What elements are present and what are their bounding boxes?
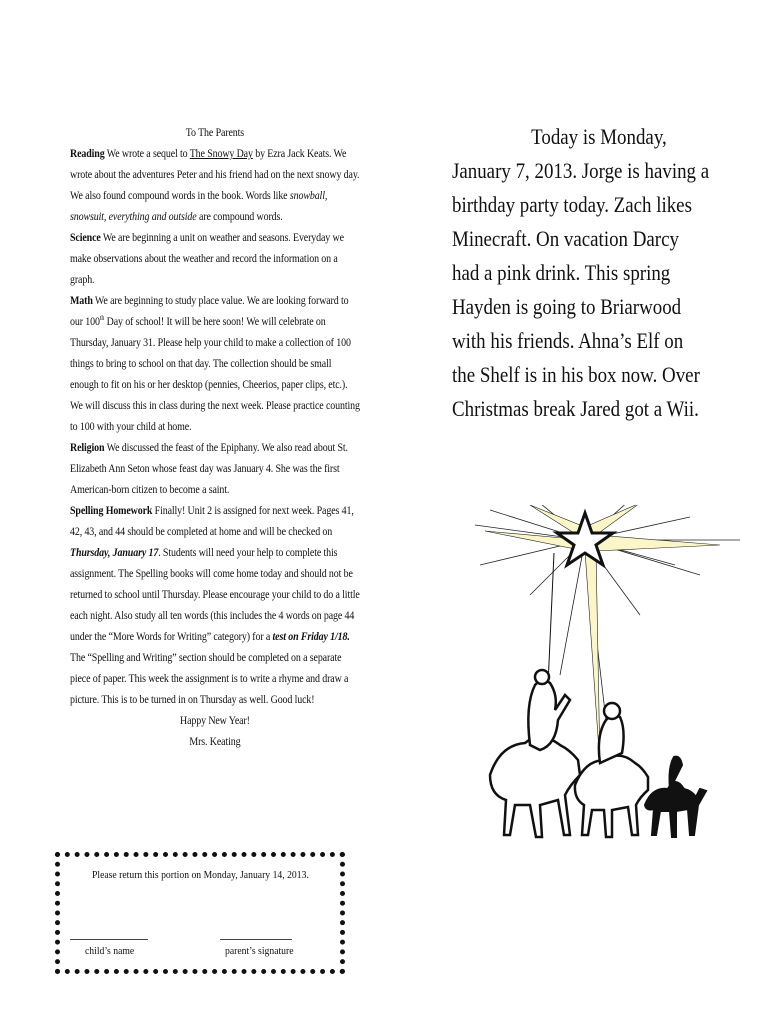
- test-date: test on Friday 1/18.: [272, 630, 350, 643]
- spelling-text-1: Finally! Unit 2 is assigned for next week. Pages 41, 42, 43, and 44 should be completed at home and will be checked on: [70, 504, 354, 538]
- three-wise-men-star-icon: [470, 505, 750, 845]
- book-title: The Snowy Day: [189, 147, 253, 160]
- math-label: Math: [70, 294, 93, 307]
- science-section: [70, 227, 360, 290]
- science-label: Science: [70, 231, 101, 244]
- religion-section: [70, 437, 360, 500]
- due-date: Thursday, January 17: [70, 546, 159, 559]
- camel-rider-3: [645, 757, 706, 837]
- spelling-label: Spelling Homework: [70, 504, 153, 517]
- math-text-2: Day of school! It will be here soon! We will celebrate on Thursday, January 31. Please help your child to make a collection of 100 things to bring to school on that day. The collection should be small enough to fit on his or her desktop (pennies, Cheerios, paper clips, etc.). We will discuss this in class during the next week. Please practice counting to 100 with your child at home.: [70, 315, 360, 433]
- reading-label: Reading: [70, 147, 105, 160]
- child-name-label: child’s name: [85, 945, 135, 957]
- religion-label: Religion: [70, 441, 105, 454]
- parent-letter: [70, 122, 360, 752]
- spelling-text-2: . Students will need your help to complete this assignment. The Spelling books will come home today and should not be returned to school until Thursday. Please encourage your child to do a little each night. Also study all ten words (this includes the 4 words on page 44 under the “More Words for Writing” category) for a: [70, 546, 360, 643]
- religion-text: We discussed the feast of the Epiphany. We also read about St. Elizabeth Ann Seton whose feast day was January 4. She was the first American-born citizen to become a saint.: [70, 441, 348, 496]
- reading-section: [70, 143, 360, 227]
- math-section: [70, 290, 360, 437]
- signature: Mrs. Keating: [189, 735, 241, 748]
- spelling-text-3: The “Spelling and Writing” section should be completed on a separate piece of paper. This week the assignment is to write a rhyme and draw a picture. This is to be turned in on Thursday as well. Good luck!: [70, 651, 349, 706]
- spelling-section: [70, 500, 360, 710]
- closing: Happy New Year!: [180, 714, 250, 727]
- camel-rider-1: [490, 670, 580, 837]
- news-first-line: Today is Monday,: [531, 124, 667, 149]
- letter-heading: To The Parents: [185, 126, 245, 139]
- child-name-line[interactable]: [70, 939, 148, 940]
- camel-rider-2: [575, 703, 648, 837]
- math-superscript: th: [99, 314, 105, 323]
- return-note: Please return this portion on Monday, January 14, 2013.: [92, 869, 309, 881]
- reading-text-3: are compound words.: [196, 210, 283, 223]
- class-news: [452, 120, 710, 426]
- reading-text-1: We wrote a sequel to: [104, 147, 190, 160]
- parent-signature-label: parent’s signature: [225, 945, 294, 957]
- news-body: January 7, 2013. Jorge is having a birthday party today. Zach likes Minecraft. On vacation Darcy had a pink drink. This spring Hayden is going to Briarwood with his friends. Ahna’s Elf on the Shelf is in his box now. Over Christmas break Jared got a Wii.: [452, 158, 710, 421]
- parent-signature-line[interactable]: [220, 939, 292, 940]
- compound-word-examples: snowball, snowsuit, everything and outside: [70, 189, 328, 223]
- math-text-1: We are beginning to study place value. We are looking forward to our 100: [70, 294, 349, 328]
- reading-text-2: by Ezra Jack Keats. We wrote about the adventures Peter and his friend had on the next snowy day. We also found compound words in the book. Words like: [70, 147, 360, 202]
- return-slip: [55, 852, 345, 974]
- science-text: We are beginning a unit on weather and seasons. Everyday we make observations about the weather and record the information on a graph.: [70, 231, 344, 286]
